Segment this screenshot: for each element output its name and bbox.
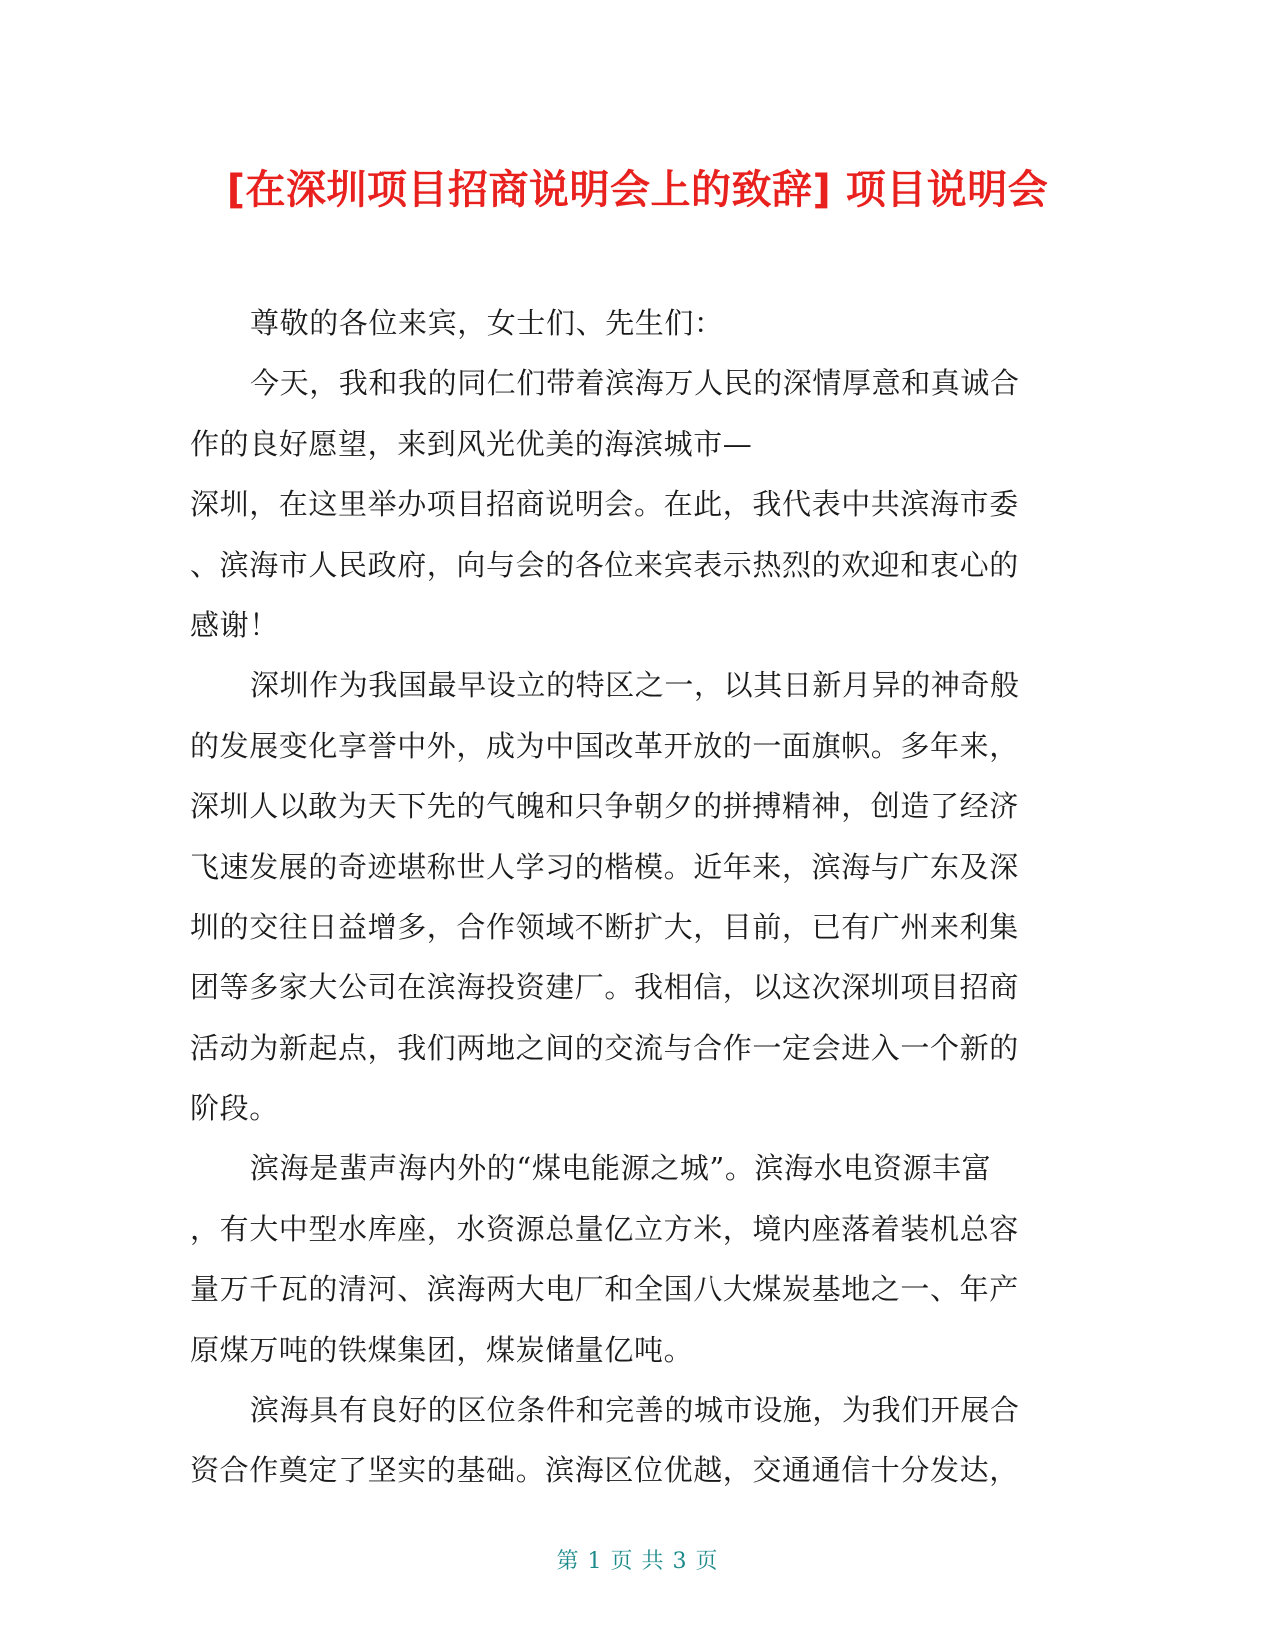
body-line: 深圳作为我国最早设立的特区之一，以其日新月异的神奇般 — [250, 668, 1020, 703]
body-line: 资合作奠定了坚实的基础。滨海区位优越，交通通信十分发达， — [190, 1453, 1019, 1488]
body-line: 团等多家大公司在滨海投资建厂。我相信，以这次深圳项目招商 — [190, 970, 1019, 1005]
body-line: 尊敬的各位来宾，女士们、先生们： — [250, 306, 724, 340]
body-line: 滨海是蜚声海内外的“煤电能源之城”。滨海水电资源丰富 — [250, 1151, 992, 1186]
body-line: 的发展变化享誉中外，成为中国改革开放的一面旗帜。多年来， — [190, 728, 1019, 763]
total-label: 共 — [641, 1549, 665, 1574]
body-line: ，有大中型水库座，水资源总量亿立方米，境内座落着装机总容 — [190, 1211, 1019, 1246]
page-footer — [0, 1547, 1275, 1577]
document-title: [在深圳项目招商说明会上的致辞] 项目说明会 — [226, 167, 1049, 213]
page-label: 第 — [556, 1549, 580, 1574]
body-line: 深圳，在这里举办项目招商说明会。在此，我代表中共滨海市委 — [190, 487, 1019, 522]
body-line: 感谢！ — [190, 607, 279, 642]
total-unit: 页 — [695, 1549, 719, 1574]
document-body — [190, 293, 1065, 1501]
body-line: 原煤万吨的铁煤集团，煤炭储量亿吨。 — [190, 1332, 694, 1367]
body-line: 圳的交往日益增多，合作领域不断扩大，目前，已有广州来利集 — [190, 909, 1019, 944]
body-line: 、滨海市人民政府，向与会的各位来宾表示热烈的欢迎和衷心的 — [190, 547, 1019, 582]
body-line: 活动为新起点，我们两地之间的交流与合作一定会进入一个新的 — [190, 1030, 1019, 1065]
body-line: 滨海具有良好的区位条件和完善的城市设施，为我们开展合 — [250, 1393, 1020, 1428]
body-line: 阶段。 — [190, 1091, 279, 1126]
body-line: 今天，我和我的同仁们带着滨海万人民的深情厚意和真诚合 — [250, 366, 1020, 401]
page-total: 3 — [672, 1549, 688, 1574]
body-line: 量万千瓦的清河、滨海两大电厂和全国八大煤炭基地之一、年产 — [190, 1272, 1019, 1307]
body-line: 深圳人以敢为天下先的气魄和只争朝夕的拼搏精神，创造了经济 — [190, 789, 1019, 824]
page-unit: 页 — [610, 1549, 634, 1574]
body-line: 飞速发展的奇迹堪称世人学习的楷模。近年来，滨海与广东及深 — [190, 849, 1019, 884]
body-line: 作的良好愿望，来到风光优美的海滨城市— — [190, 426, 753, 461]
page-current: 1 — [587, 1549, 603, 1574]
